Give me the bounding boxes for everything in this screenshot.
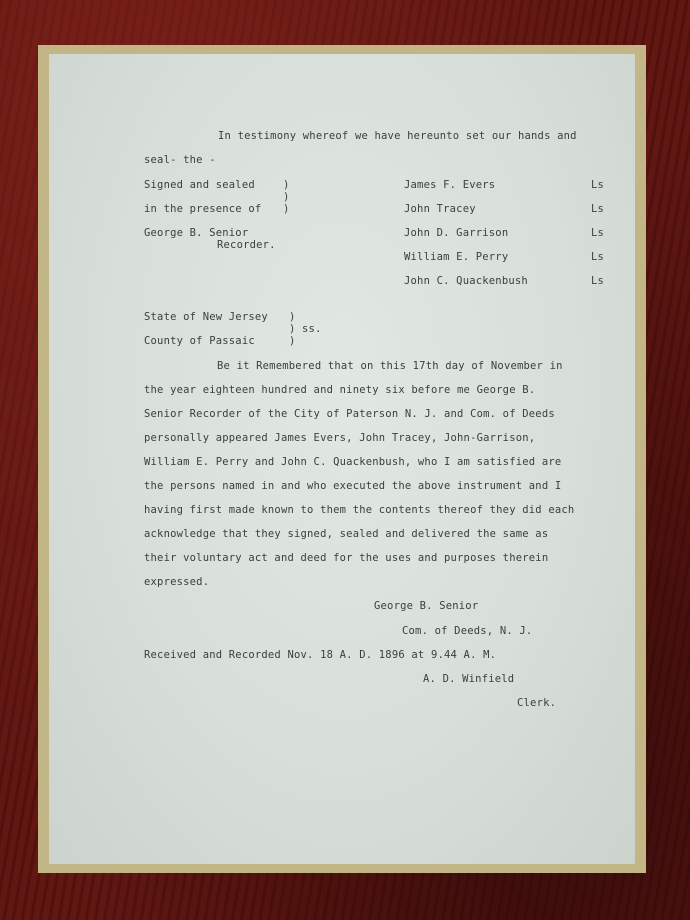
signatory-name: James F. Evers xyxy=(404,179,496,191)
brace-decoration: ) xyxy=(289,311,296,323)
seal-mark: Ls xyxy=(591,275,605,287)
witness-name: George B. Senior xyxy=(144,227,249,239)
brace-decoration: ) xyxy=(283,179,290,191)
mat-frame xyxy=(38,45,646,873)
body-line: Senior Recorder of the City of Paterson N. J. and Com. of Deeds xyxy=(144,408,555,420)
clerk-title: Clerk. xyxy=(517,697,557,709)
officer-name: George B. Senior xyxy=(374,600,479,612)
brace-decoration: ) xyxy=(283,203,290,215)
body-line: the year eighteen hundred and ninety six before me George B. xyxy=(144,384,536,396)
signatory-name: John Tracey xyxy=(404,203,476,215)
intro-line-2: seal- the - xyxy=(144,154,216,166)
signatory-name: John C. Quackenbush xyxy=(404,275,528,287)
witness-title: Recorder. xyxy=(217,239,276,251)
seal-mark: Ls xyxy=(591,179,605,191)
officer-title: Com. of Deeds, N. J. xyxy=(402,625,533,637)
witness-line-1: Signed and sealed xyxy=(144,179,255,191)
received-line: Received and Recorded Nov. 18 A. D. 1896 at 9.44 A. M. xyxy=(144,649,497,661)
signatory-name: William E. Perry xyxy=(404,251,509,263)
brace-decoration: ) xyxy=(289,335,296,347)
body-line: William E. Perry and John C. Quackenbush, who I am satisfied are xyxy=(144,456,562,468)
venue-state: State of New Jersey xyxy=(144,311,268,323)
body-line: personally appeared James Evers, John Tracey, John-Garrison, xyxy=(144,432,536,444)
brace-decoration: ) xyxy=(289,323,296,335)
body-line: the persons named in and who executed the above instrument and I xyxy=(144,480,562,492)
venue-county: County of Passaic xyxy=(144,335,255,347)
intro-line-1: In testimony whereof we have hereunto set our hands and xyxy=(218,130,577,142)
venue-ss: ss. xyxy=(302,323,322,335)
seal-mark: Ls xyxy=(591,251,605,263)
seal-mark: Ls xyxy=(591,203,605,215)
seal-mark: Ls xyxy=(591,227,605,239)
body-line: having first made known to them the contents thereof they did each xyxy=(144,504,575,516)
body-line: Be it Remembered that on this 17th day of November in xyxy=(217,360,563,372)
body-line: acknowledge that they signed, sealed and delivered the same as xyxy=(144,528,549,540)
witness-line-2: in the presence of xyxy=(144,203,262,215)
body-line: their voluntary act and deed for the uses and purposes therein xyxy=(144,552,549,564)
body-line: expressed. xyxy=(144,576,210,588)
signatory-name: John D. Garrison xyxy=(404,227,509,239)
document-page xyxy=(49,54,635,864)
clerk-name: A. D. Winfield xyxy=(423,673,515,685)
brace-decoration: ) xyxy=(283,191,290,203)
